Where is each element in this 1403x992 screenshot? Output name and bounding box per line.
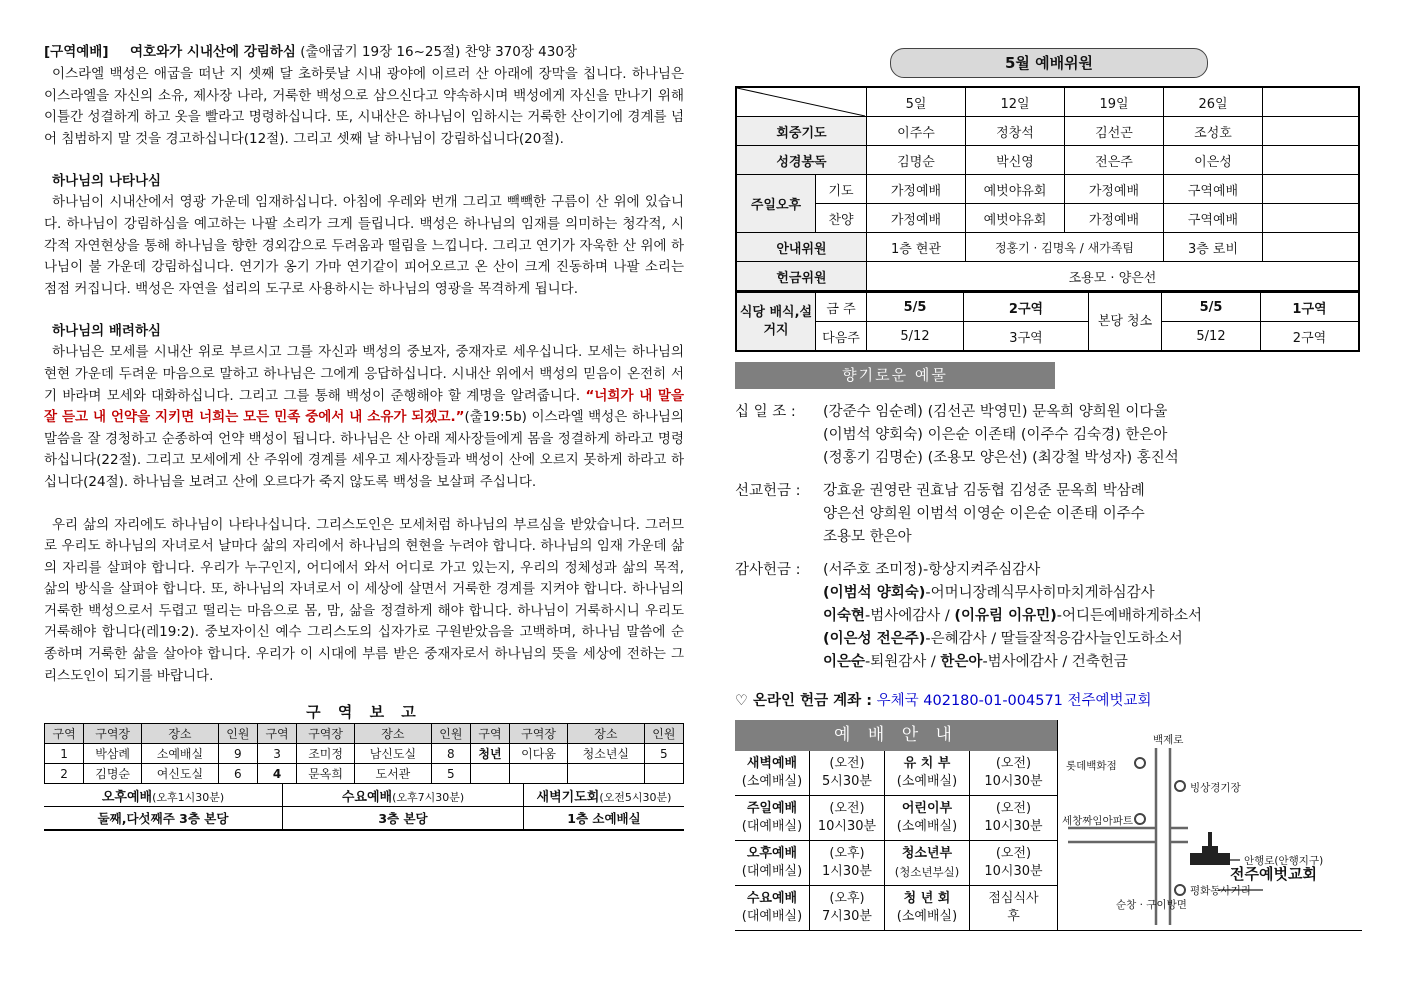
duty-label: 헌금위원: [736, 262, 867, 292]
report-cell: 남신도실: [355, 744, 432, 764]
guide-cell: 어린이부 (소예배실): [885, 796, 970, 841]
duty-date-empty: [1263, 87, 1360, 117]
online-account: 우체국 402180-01-004571 전주예벗교회: [876, 693, 1152, 709]
duty-label: 주일오후: [736, 175, 816, 233]
clean-label: 본당 청소: [1089, 293, 1162, 352]
sermon-tag: [구역예배]: [44, 44, 109, 60]
duty-cell: 가정예배: [1065, 175, 1164, 204]
duty-cell: 1층 현관: [867, 233, 966, 262]
report-header-cell: 인원: [644, 724, 683, 744]
guide-cell: 청 년 회 (소예배실): [885, 886, 970, 931]
duty-cell: 가정예배: [867, 175, 966, 204]
guide-cell: 주일예배 (대예배실): [735, 796, 810, 841]
service-name-row: [44, 784, 684, 807]
sermon-title: 여호와가 시내산에 강림하심: [129, 44, 296, 60]
duty-cell: 구역예배: [1164, 175, 1263, 204]
offering-list: [735, 401, 1363, 674]
duty-row-usher: [736, 233, 1359, 262]
report-cell: 청년: [470, 744, 509, 764]
duty-cell: 가정예배: [867, 204, 966, 233]
duty-cell: 예벗야유회: [966, 204, 1065, 233]
report-header-cell: 인원: [431, 724, 470, 744]
clean-cell: 1구역: [1261, 293, 1360, 322]
offering-title: 향기로운 예물: [735, 362, 1055, 389]
sermon-quote: “너희가 내 말을 잘 듣고 내 언약을 지키면 너희는 모든 민족 중에서 내 소유가 되겠고.”: [44, 387, 685, 426]
meal-cell: 2구역: [964, 293, 1089, 322]
duty-date: 5일: [867, 87, 966, 117]
report-header-cell: 구역장: [297, 724, 355, 744]
duty-label: 회중기도: [736, 117, 867, 146]
guide-cell: (오전) 10시30분: [970, 841, 1058, 886]
meal-sublabel: 다음주: [816, 322, 867, 352]
duty-cell: 조성호: [1164, 117, 1263, 146]
duty-cell: 이주수: [867, 117, 966, 146]
report-cell: 박삼례: [84, 744, 142, 764]
map-label-apt: 세창짜임아파트: [1062, 815, 1134, 827]
report-cell: 1: [45, 744, 84, 764]
report-header-cell: 구역장: [510, 724, 568, 744]
map-label-road1: 백제로: [1153, 734, 1184, 746]
service-times-table: [44, 784, 684, 831]
thanks-line: 이은순-퇴원감사 / 한은아-범사에감사 / 건축헌금: [823, 654, 1128, 670]
sermon-paragraph-1: 이스라엘 백성은 애굽을 떠난 지 셋째 달 초하룻날 시내 광야에 이르러 산 아래에 장막을 칩니다. 하나님은 이스라엘을 자신의 소유, 제사장 나라, 거룩한 백성으로 삼으신다고 약속하시며 백성에게 자신을 만나기 위해 이틀간 성결하게 하고 옷을 빨라고 명령하십니다. 또, 시내산은 하나님이 임하시는 거룩한 산이기에 경계를 넘어 침범하지 말 것을 경고하십니다(12절). 그리고 셋째 날 하나님이 강림하십니다(20절).: [44, 66, 684, 147]
map-label-cross: 평화동사거리: [1190, 885, 1251, 897]
sermon-scripture: (출애굽기 19장 16~25절): [300, 44, 461, 60]
duty-cell: 가정예배: [1065, 204, 1164, 233]
sermon-paragraph-3: [44, 342, 684, 493]
map-label-rink: 빙상경기장: [1190, 782, 1241, 794]
report-row: [45, 744, 684, 764]
report-cell: 9: [218, 744, 257, 764]
duty-sublabel: 찬양: [816, 204, 867, 233]
report-cell: 2: [45, 764, 84, 784]
tithe-line: (이범석 양회숙) 이은순 이존태 (이주수 김숙경) 한은아: [823, 427, 1168, 443]
sermon-subheading-1: 하나님의 나타나심: [52, 173, 162, 190]
tithe-line: (정홍기 김명순) (조용모 양은선) (최강철 박성자) 홍진석: [823, 450, 1179, 466]
duty-cell: 이은성: [1164, 146, 1263, 175]
duty-row-reading: [736, 146, 1359, 175]
report-header-cell: 구역: [45, 724, 84, 744]
duty-table: [735, 86, 1360, 292]
right-column: [735, 48, 1363, 940]
duty-sublabel: 기도: [816, 175, 867, 204]
mission-line: 강효윤 권영란 권효남 김동협 김성준 문옥희 박삼례: [823, 483, 1145, 499]
guide-row: [735, 841, 1057, 886]
clean-cell: 5/5: [1162, 293, 1261, 322]
thanks-line: (이은성 전은주)-은혜감사 / 딸들잘적응감사늘인도하소서: [823, 631, 1183, 647]
left-column: [44, 40, 684, 831]
meal-label: 식당 배식,설거지: [736, 293, 816, 352]
service-wednesday: 수요예배(오후7시30분): [283, 784, 524, 807]
report-header-cell: 인원: [218, 724, 257, 744]
duty-row-pray: [736, 175, 1359, 204]
duty-cell: 조용모 · 양은선: [867, 262, 1360, 292]
report-header-cell: 구역장: [84, 724, 142, 744]
duty-cell: 구역예배: [1164, 204, 1263, 233]
guide-cell: 유 치 부 (소예배실): [885, 751, 970, 796]
guide-cell: (오전) 10시30분: [810, 796, 885, 841]
service-place-row: [44, 807, 684, 831]
thanks-label: 감사헌금 :: [735, 562, 801, 578]
report-cell: 문옥희: [297, 764, 355, 784]
meal-cell: 3구역: [964, 322, 1089, 352]
duty-cell: 3층 로비: [1164, 233, 1263, 262]
report-cell: 도서관: [355, 764, 432, 784]
clean-cell: 2구역: [1261, 322, 1360, 352]
meal-table: [735, 292, 1360, 352]
report-cell: 6: [218, 764, 257, 784]
duty-cell: 정홍기 · 김명옥 / 새가족팀: [966, 233, 1164, 262]
report-cell: [644, 764, 683, 784]
guide-cell: (오전) 5시30분: [810, 751, 885, 796]
duty-date: 19일: [1065, 87, 1164, 117]
report-header-cell: 장소: [355, 724, 432, 744]
report-cell: 3: [257, 744, 296, 764]
guide-cell: 새벽예배 (소예배실): [735, 751, 810, 796]
mission-group: [735, 480, 1363, 549]
location-map: [1057, 720, 1362, 931]
duty-cell: 전은주: [1065, 146, 1164, 175]
guide-cell: 청소년부 (청소년부실): [885, 841, 970, 886]
map-label-lotte: 롯데백화점: [1066, 760, 1117, 772]
duty-corner-cell: [736, 87, 867, 117]
report-header-cell: 구역: [470, 724, 509, 744]
sermon-paragraph-3b: (출19:5b) 이스라엘 백성은 하나님의 말씀을 잘 경청하고 순종하여 언약 백성이 됩니다. 하나님은 산 아래 제사장들에게 몸을 정결하게 하라고 명령하십니다(22절). 그리고 모세에게 산 주위에 경계를 세우고 제사장들과 백성이 산에 오르지 못하게 하라고 하십니다(24절). 하나님을 보려고 산에 오르다가 죽지 않도록 백성을 보살펴 주십니다.: [44, 409, 684, 490]
guide-cell: (오후) 7시30분: [810, 886, 885, 931]
diagonal-line: [737, 88, 865, 116]
sermon-paragraph-4: 우리 삶의 자리에도 하나님이 나타나십니다. 그리스도인은 모세처럼 하나님의 부르심을 받았습니다. 그러므로 우리도 하나님의 자녀로서 날마다 삶의 자리에서 하나님의 현현을 누려야 합니다. 하나님의 임재 가운데 삶의 자리를 살펴야 합니다. 우리가 누구인지, 어디에서 와서 어디로 가고 있는지, 우리의 정체성과 삶의 목적, 삶의 방식을 살펴야 합니다. 또, 하나님의 자녀로서 이 세상에 살면서 거룩한 경계를 지켜야 합니다. 하나님의 거룩한 백성으로서 두렵고 떨리는 마음으로 몸, 맘, 삶을 정결하게 해야 합니다. 하나님이 거룩하시니 우리도 거룩해야 합니다(레19:2). 중보자이신 예수 그리스도의 십자가로 구원받았음을 고백하며, 하나님 말씀에 순종하며 거룩한 삶을 살아야 합니다. 우리가 이 시대에 부름 받은 중재자로서 하나님의 뜻을 세상에 전하는 그리스도인이 되기를 바랍니다.: [44, 516, 684, 684]
duty-title: 5월 예배위원: [890, 48, 1208, 78]
tithe-line: (강준수 임순례) (김선곤 박영민) 문옥희 양희원 이다울: [823, 404, 1168, 420]
report-header-cell: 장소: [142, 724, 219, 744]
report-header-cell: 장소: [568, 724, 645, 744]
sermon-hymn: 찬양 370장 430장: [464, 44, 577, 60]
thanks-line: (이범석 양회숙)-어머니장례식무사히마치게하심감사: [823, 585, 1155, 601]
clean-cell: 5/12: [1162, 322, 1261, 352]
report-cell: 8: [431, 744, 470, 764]
guide-cell: 오후예배 (대예배실): [735, 841, 810, 886]
duty-label: 성경봉독: [736, 146, 867, 175]
report-cell: 청소년실: [568, 744, 645, 764]
mission-line: 양은선 양희원 이범석 이영순 이은순 이존태 이주수: [823, 506, 1145, 522]
report-title: 구 역 보 고: [306, 703, 422, 722]
mission-line: 조용모 한은아: [823, 529, 912, 545]
service-afternoon: 오후예배(오후1시30분): [44, 784, 283, 807]
tithe-label: 십 일 조 :: [735, 404, 796, 420]
duty-label: 안내위원: [736, 233, 867, 262]
duty-row-prayer: [736, 117, 1359, 146]
guide-row: [735, 751, 1057, 796]
thanks-line: (서주호 조미정)-항상지켜주심감사: [823, 562, 1041, 578]
sermon-paragraph-2: 하나님이 시내산에서 영광 가운데 임재하십니다. 아침에 우레와 번개 그리고 빽빽한 구름이 산 위에 있습니다. 하나님이 강림하심을 예고하는 나팔 소리가 크게 들립니다. 백성은 하나님의 임재를 의미하는 청각적, 시각적 자연현상을 통해 하나님을 향한 경외감으로 두려움과 떨림을 느낍니다. 그리고 연기가 자욱한 산 위에 하나님이 불 가운데 강림하십니다. 연기가 옹기 가마 연기같이 피어오르고 온 산이 크게 진동하며 나팔 소리는 점점 커집니다. 백성은 자연을 섭리의 도구로 사용하시는 하나님의 영광을 목격하게 됩니다.: [44, 194, 684, 297]
guide-table: [735, 751, 1057, 931]
service-place: 3층 본당: [283, 807, 524, 831]
duty-date: 26일: [1164, 87, 1263, 117]
online-label: ♡ 온라인 헌금 계좌 :: [735, 693, 873, 709]
duty-date: 12일: [966, 87, 1065, 117]
duty-cell: 예벗야유회: [966, 175, 1065, 204]
sermon-paragraph-3a: 하나님은 모세를 시내산 위로 부르시고 그를 자신과 백성의 중보자, 중재자로 세우십니다. 모세는 하나님의 현현 가운데 두려운 마음으로 말하고 하나님은 그에게 응답하십니다. 시내산 위에서 백성의 믿음이 온전히 서기 바라며 모세와 대화하십니다. 그리고 그를 통해 백성이 준행해야 할 계명을 알려줍니다.: [44, 344, 684, 404]
guide-cell: 수요예배 (대예배실): [735, 886, 810, 931]
guide-cell: (오후) 1시30분: [810, 841, 885, 886]
service-place: 1층 소예배실: [524, 807, 685, 831]
report-cell: [568, 764, 645, 784]
meal-sublabel: 금 주: [816, 293, 867, 322]
meal-row-next: [736, 322, 1359, 352]
report-cell: [510, 764, 568, 784]
worship-guide: [735, 720, 1363, 940]
report-cell: [470, 764, 509, 784]
sermon-subheading-2: 하나님의 배려하심: [52, 323, 162, 340]
mission-label: 선교헌금 :: [735, 483, 801, 499]
duty-cell: 김선곤: [1065, 117, 1164, 146]
report-table: [44, 723, 684, 784]
report-row: [45, 764, 684, 784]
online-offering: [735, 688, 1363, 714]
guide-cell: (오전) 10시30분: [970, 751, 1058, 796]
service-dawn: 새벽기도회(오전5시30분): [536, 789, 672, 805]
duty-row-hymn: [736, 204, 1359, 233]
guide-row: [735, 886, 1057, 931]
duty-cell: 박신영: [966, 146, 1065, 175]
thanks-line: 이숙현-범사에감사 / (이유림 이유민)-어디든예배하게하소서: [823, 608, 1203, 624]
duty-cell: 정창석: [966, 117, 1065, 146]
report-cell: 4: [257, 764, 296, 784]
report-cell: 김명순: [84, 764, 142, 784]
duty-row-offering: [736, 262, 1359, 292]
map-label-road2: 안행로(안행지구): [1244, 855, 1324, 867]
meal-cell: 5/5: [867, 293, 964, 322]
map-label-south: 순창 · 구이방면: [1116, 899, 1187, 911]
guide-title: 예 배 안 내: [735, 720, 1057, 751]
guide-cell: (오전) 10시30분: [970, 796, 1058, 841]
thanks-group: [735, 559, 1363, 674]
sermon-heading: [44, 40, 684, 64]
meal-cell: 5/12: [867, 322, 964, 352]
tithe-group: [735, 401, 1363, 470]
report-cell: 소예배실: [142, 744, 219, 764]
duty-cell: 김명순: [867, 146, 966, 175]
report-header-row: [45, 724, 684, 744]
duty-date-row: [736, 87, 1359, 117]
report-cell: 이다움: [510, 744, 568, 764]
service-place: 둘째,다섯째주 3층 본당: [44, 807, 283, 831]
report-header-cell: 구역: [257, 724, 296, 744]
meal-row-this: [736, 293, 1359, 322]
report-cell: 조미정: [297, 744, 355, 764]
report-cell: 5: [644, 744, 683, 764]
report-cell: 5: [431, 764, 470, 784]
guide-row: [735, 796, 1057, 841]
report-cell: 여신도실: [142, 764, 219, 784]
map-label-church: 전주예벗교회: [1230, 865, 1317, 883]
guide-cell: 점심식사 후: [970, 886, 1058, 931]
